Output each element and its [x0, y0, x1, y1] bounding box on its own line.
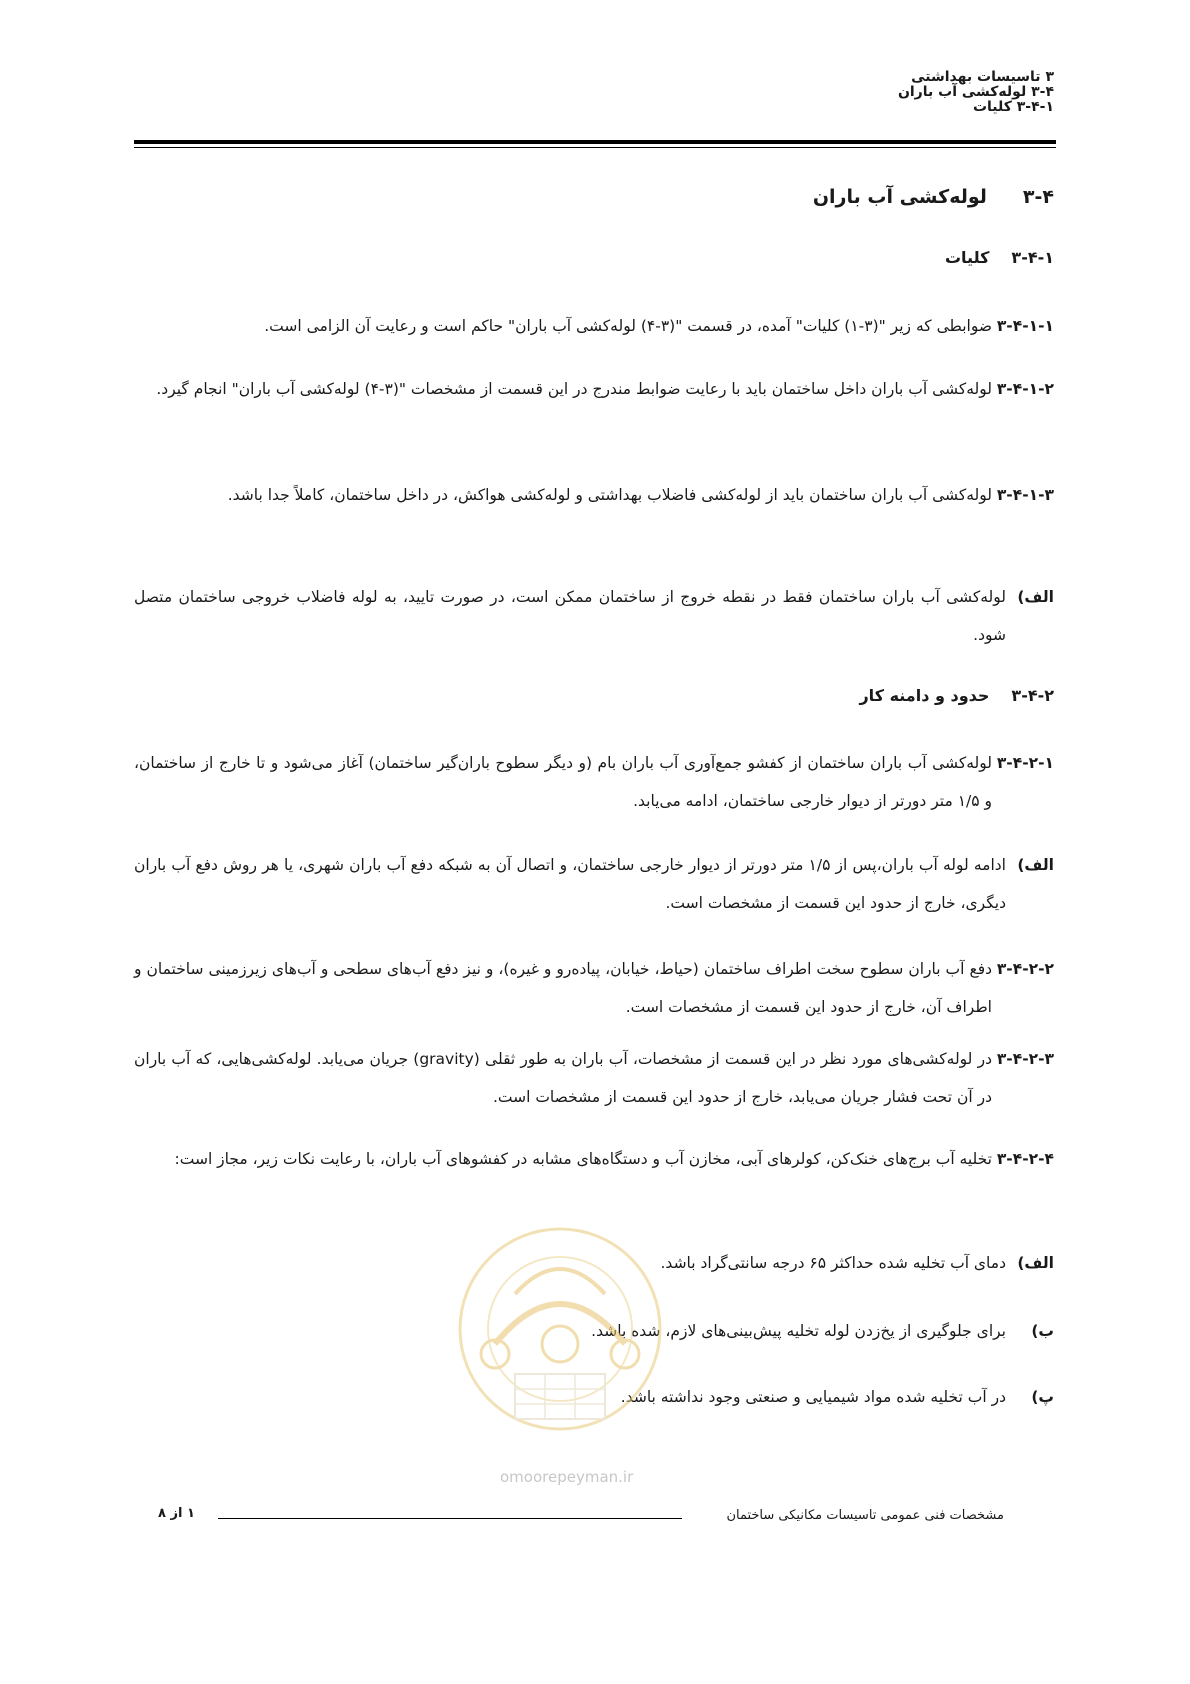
item-label: الف) [1017, 588, 1054, 606]
item-label: الف) [1017, 1254, 1054, 1272]
clause-1-3 [134, 476, 1054, 514]
item-label: الف) [1017, 856, 1054, 874]
subsection-number: ۳-۴-۲ [1011, 686, 1054, 705]
section-title: لوله‌کشی آب باران [812, 186, 987, 208]
item-text: ادامه لوله آب باران،پس از ۱/۵ متر دورتر از دیوار خارجی ساختمان، و اتصال آن به شبکه دفع آب باران شهری، یا هر روش دفع آب باران دیگری، خارج از حدود این قسمت از مشخصات است. [134, 856, 1006, 912]
item-text: برای جلوگیری از یخ‌زدن لوله تخلیه پیش‌بینی‌های لازم، شده باشد. [591, 1322, 1006, 1340]
clause-number: ۳-۴-۲-۲ [996, 960, 1054, 978]
section-number: ۳-۴ [1022, 186, 1054, 208]
watermark-url: omoorepeyman.ir [500, 1468, 634, 1486]
clause-2-4-item-a [661, 1254, 1055, 1272]
subsection-heading-2 [859, 686, 1054, 705]
clause-1-2 [134, 370, 1054, 408]
header-rule-thick [134, 140, 1056, 144]
clause-number: ۳-۴-۲-۴ [996, 1150, 1054, 1168]
item-label: پ) [1031, 1388, 1054, 1406]
clause-number: ۳-۴-۲-۱ [996, 754, 1054, 772]
clause-2-3 [134, 1040, 1054, 1116]
header-rule-thin [134, 147, 1056, 148]
running-header-line-1: ۳ تاسیسات بهداشتی [911, 69, 1054, 85]
item-text: دمای آب تخلیه شده حداکثر ۶۵ درجه سانتی‌گراد باشد. [660, 1254, 1006, 1272]
clause-text: ضوابطی که زیر "(۳-۱) کلیات" آمده، در قسمت "(۳-۴) لوله‌کشی آب باران" حاکم است و رعایت آن الزامی است. [264, 317, 992, 335]
clause-2-4-item-p [621, 1388, 1054, 1406]
clause-number: ۳-۴-۱-۱ [996, 317, 1054, 335]
subsection-number: ۳-۴-۱ [1011, 248, 1054, 267]
watermark-seal-icon [455, 1224, 665, 1440]
footer-title: مشخصات فنی عمومی تاسیسات مکانیکی ساختمان [726, 1508, 1004, 1523]
clause-number: ۳-۴-۱-۳ [996, 486, 1054, 504]
clause-text: لوله‌کشی آب باران داخل ساختمان باید با رعایت ضوابط مندرج در این قسمت از مشخصات "(۳-۴) لوله‌کشی آب باران" انجام گیرد. [156, 380, 992, 398]
clause-number: ۳-۴-۲-۳ [996, 1050, 1054, 1068]
clause-2-1-item-a [134, 846, 1054, 922]
item-text: در آب تخلیه شده مواد شیمیایی و صنعتی وجود نداشته باشد. [620, 1388, 1006, 1406]
clause-text: لوله‌کشی آب باران ساختمان از کفشو جمع‌آوری آب باران بام (و دیگر سطوح باران‌گیر ساختمان) آغاز می‌شود و تا خارج از ساختمان، و ۱/۵ متر دورتر از دیوار خارجی ساختمان، ادامه می‌یابد. [134, 754, 992, 810]
clause-1-1 [134, 307, 1054, 345]
item-text: لوله‌کشی آب باران ساختمان فقط در نقطه خروج از ساختمان ممکن است، در صورت تایید، به لوله فاضلاب خروجی ساختمان متصل شود. [134, 588, 1006, 644]
footer-rule [218, 1518, 682, 1519]
subsection-title: کلیات [944, 248, 990, 267]
clause-number: ۳-۴-۱-۲ [996, 380, 1054, 398]
running-header-line-2: ۳-۴ لوله‌کشی آب باران [897, 84, 1054, 100]
clause-2-4 [134, 1140, 1054, 1178]
clause-text: تخلیه آب برج‌های خنک‌کن، کولرهای آبی، مخازن آب و دستگاه‌های مشابه در کفشوهای آب باران، با رعایت نکات زیر، مجاز است: [174, 1150, 992, 1168]
running-header [554, 70, 1054, 115]
clause-text: دفع آب باران سطوح سخت اطراف ساختمان (حیاط، خیابان، پیاده‌رو و غیره)، و نیز دفع آب‌های سطحی و آب‌های زیرزمینی ساختمان و اطراف آن، خارج از حدود این قسمت از مشخصات است. [134, 960, 992, 1016]
clause-1-3-item-a [134, 578, 1054, 654]
item-label: ب) [1031, 1322, 1054, 1340]
clause-text: لوله‌کشی آب باران ساختمان باید از لوله‌کشی فاضلاب بهداشتی و لوله‌کشی هواکش، در داخل ساختمان، کاملاً جدا باشد. [227, 486, 992, 504]
clause-2-2 [134, 950, 1054, 1026]
footer-page-number: ۱ از ۸ [158, 1506, 195, 1521]
subsection-title: حدود و دامنه کار [859, 686, 990, 705]
subsection-heading-1 [945, 248, 1054, 267]
clause-2-1 [134, 744, 1054, 820]
clause-text: در لوله‌کشی‌های مورد نظر در این قسمت از مشخصات، آب باران به طور ثقلی (gravity) جریان می‌یابد. لوله‌کشی‌هایی، که آب باران در آن تحت فشار جریان می‌یابد، خارج از حدود این قسمت از مشخصات است. [134, 1050, 992, 1106]
running-header-line-3: ۳-۴-۱ کلیات [972, 99, 1054, 115]
section-heading [813, 186, 1054, 208]
